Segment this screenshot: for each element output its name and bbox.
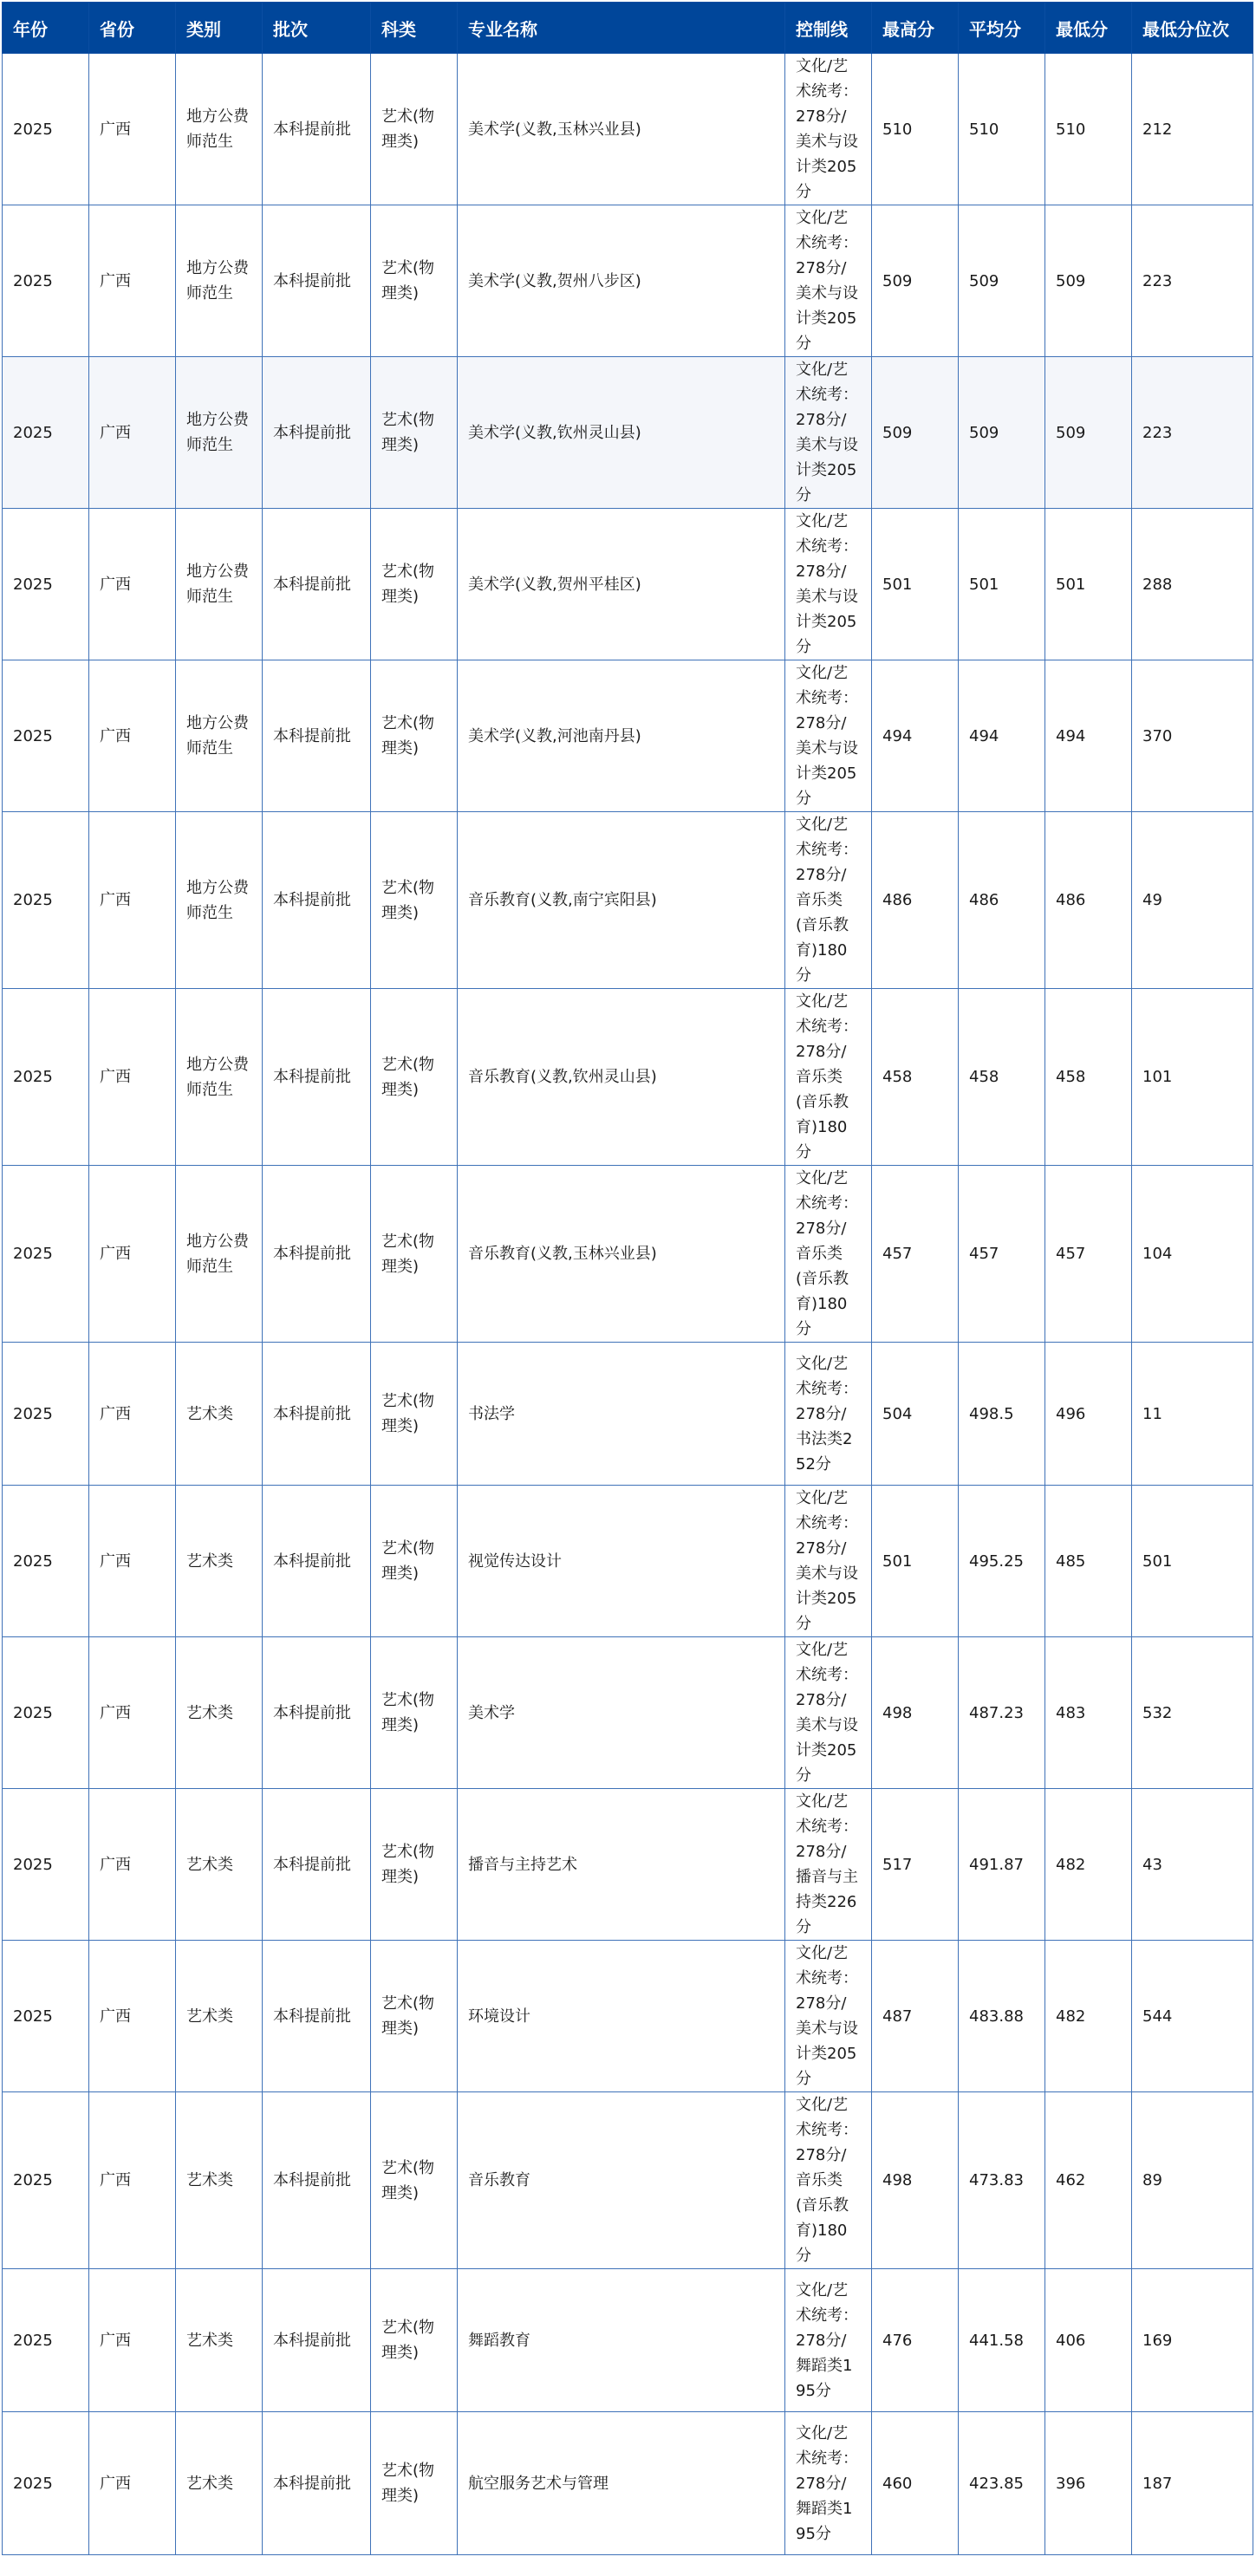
category-cell: 艺术类	[176, 2092, 263, 2269]
year-cell: 2025	[3, 54, 89, 205]
header-min-score: 最低分	[1045, 3, 1132, 54]
category-cell: 艺术类	[176, 2412, 263, 2555]
control-line-cell: 文化/艺术统考：278分/舞蹈类195分	[785, 2269, 872, 2412]
min-score-cell: 406	[1045, 2269, 1132, 2412]
province-cell: 广西	[89, 1941, 176, 2092]
avg-score-cell: 494	[959, 660, 1045, 812]
batch-cell: 本科提前批	[263, 357, 371, 509]
major-name-cell: 美术学	[458, 1637, 785, 1789]
province-cell: 广西	[89, 357, 176, 509]
province-cell: 广西	[89, 1789, 176, 1941]
avg-score-cell: 486	[959, 812, 1045, 989]
subject-type-cell: 艺术(物理类)	[371, 509, 458, 660]
header-row	[3, 3, 1253, 54]
province-cell: 广西	[89, 660, 176, 812]
year-cell: 2025	[3, 1343, 89, 1486]
header-control-line: 控制线	[785, 3, 872, 54]
category-cell: 地方公费师范生	[176, 54, 263, 205]
header-category: 类别	[176, 3, 263, 54]
major-name-cell: 美术学(义教,河池南丹县)	[458, 660, 785, 812]
batch-cell: 本科提前批	[263, 1941, 371, 2092]
category-cell: 地方公费师范生	[176, 205, 263, 357]
category-cell: 地方公费师范生	[176, 989, 263, 1166]
control-line-cell: 文化/艺术统考：278分/美术与设计类205分	[785, 357, 872, 509]
category-cell: 地方公费师范生	[176, 660, 263, 812]
subject-type-cell: 艺术(物理类)	[371, 357, 458, 509]
province-cell: 广西	[89, 2092, 176, 2269]
batch-cell: 本科提前批	[263, 812, 371, 989]
major-name-cell: 视觉传达设计	[458, 1486, 785, 1637]
min-rank-cell: 43	[1132, 1789, 1253, 1941]
table-row	[3, 2269, 1253, 2412]
control-line-cell: 文化/艺术统考：278分/音乐类(音乐教育)180分	[785, 812, 872, 989]
min-rank-cell: 223	[1132, 357, 1253, 509]
control-line-cell: 文化/艺术统考：278分/美术与设计类205分	[785, 54, 872, 205]
min-rank-cell: 89	[1132, 2092, 1253, 2269]
control-line-cell: 文化/艺术统考：278分/美术与设计类205分	[785, 660, 872, 812]
category-cell: 地方公费师范生	[176, 1166, 263, 1343]
control-line-cell: 文化/艺术统考：278分/美术与设计类205分	[785, 1486, 872, 1637]
category-cell: 艺术类	[176, 1789, 263, 1941]
subject-type-cell: 艺术(物理类)	[371, 1343, 458, 1486]
subject-type-cell: 艺术(物理类)	[371, 2269, 458, 2412]
year-cell: 2025	[3, 2412, 89, 2555]
category-cell: 艺术类	[176, 1941, 263, 2092]
province-cell: 广西	[89, 1486, 176, 1637]
province-cell: 广西	[89, 205, 176, 357]
major-name-cell: 美术学(义教,贺州八步区)	[458, 205, 785, 357]
min-score-cell: 486	[1045, 812, 1132, 989]
category-cell: 艺术类	[176, 1343, 263, 1486]
max-score-cell: 498	[872, 2092, 959, 2269]
header-avg-score: 平均分	[959, 3, 1045, 54]
avg-score-cell: 509	[959, 205, 1045, 357]
min-rank-cell: 104	[1132, 1166, 1253, 1343]
major-name-cell: 美术学(义教,贺州平桂区)	[458, 509, 785, 660]
province-cell: 广西	[89, 2269, 176, 2412]
subject-type-cell: 艺术(物理类)	[371, 660, 458, 812]
province-cell: 广西	[89, 1637, 176, 1789]
table-row	[3, 205, 1253, 357]
category-cell: 艺术类	[176, 2269, 263, 2412]
major-name-cell: 音乐教育(义教,南宁宾阳县)	[458, 812, 785, 989]
min-rank-cell: 370	[1132, 660, 1253, 812]
table-row	[3, 1486, 1253, 1637]
min-rank-cell: 212	[1132, 54, 1253, 205]
batch-cell: 本科提前批	[263, 660, 371, 812]
province-cell: 广西	[89, 1166, 176, 1343]
header-province: 省份	[89, 3, 176, 54]
province-cell: 广西	[89, 1343, 176, 1486]
max-score-cell: 504	[872, 1343, 959, 1486]
subject-type-cell: 艺术(物理类)	[371, 54, 458, 205]
max-score-cell: 458	[872, 989, 959, 1166]
max-score-cell: 498	[872, 1637, 959, 1789]
avg-score-cell: 510	[959, 54, 1045, 205]
max-score-cell: 509	[872, 205, 959, 357]
year-cell: 2025	[3, 1486, 89, 1637]
province-cell: 广西	[89, 812, 176, 989]
year-cell: 2025	[3, 660, 89, 812]
province-cell: 广西	[89, 54, 176, 205]
min-score-cell: 496	[1045, 1343, 1132, 1486]
min-rank-cell: 49	[1132, 812, 1253, 989]
major-name-cell: 环境设计	[458, 1941, 785, 2092]
subject-type-cell: 艺术(物理类)	[371, 1789, 458, 1941]
min-score-cell: 462	[1045, 2092, 1132, 2269]
major-name-cell: 美术学(义教,钦州灵山县)	[458, 357, 785, 509]
max-score-cell: 487	[872, 1941, 959, 2092]
subject-type-cell: 艺术(物理类)	[371, 989, 458, 1166]
min-score-cell: 509	[1045, 205, 1132, 357]
table-row	[3, 660, 1253, 812]
batch-cell: 本科提前批	[263, 989, 371, 1166]
subject-type-cell: 艺术(物理类)	[371, 1486, 458, 1637]
header-subject-type: 科类	[371, 3, 458, 54]
control-line-cell: 文化/艺术统考：278分/音乐类(音乐教育)180分	[785, 2092, 872, 2269]
subject-type-cell: 艺术(物理类)	[371, 2092, 458, 2269]
avg-score-cell: 441.58	[959, 2269, 1045, 2412]
min-rank-cell: 544	[1132, 1941, 1253, 2092]
table-row	[3, 1343, 1253, 1486]
min-score-cell: 483	[1045, 1637, 1132, 1789]
admission-scores-table-wrap	[2, 2, 1253, 2555]
min-score-cell: 396	[1045, 2412, 1132, 2555]
year-cell: 2025	[3, 812, 89, 989]
year-cell: 2025	[3, 357, 89, 509]
subject-type-cell: 艺术(物理类)	[371, 1941, 458, 2092]
max-score-cell: 517	[872, 1789, 959, 1941]
batch-cell: 本科提前批	[263, 1789, 371, 1941]
min-rank-cell: 532	[1132, 1637, 1253, 1789]
major-name-cell: 播音与主持艺术	[458, 1789, 785, 1941]
min-rank-cell: 169	[1132, 2269, 1253, 2412]
batch-cell: 本科提前批	[263, 1166, 371, 1343]
min-rank-cell: 11	[1132, 1343, 1253, 1486]
max-score-cell: 476	[872, 2269, 959, 2412]
major-name-cell: 音乐教育(义教,玉林兴业县)	[458, 1166, 785, 1343]
batch-cell: 本科提前批	[263, 2092, 371, 2269]
admission-scores-table	[2, 2, 1253, 2555]
table-row	[3, 2412, 1253, 2555]
subject-type-cell: 艺术(物理类)	[371, 1637, 458, 1789]
control-line-cell: 文化/艺术统考：278分/美术与设计类205分	[785, 509, 872, 660]
batch-cell: 本科提前批	[263, 1343, 371, 1486]
header-major-name: 专业名称	[458, 3, 785, 54]
major-name-cell: 舞蹈教育	[458, 2269, 785, 2412]
max-score-cell: 486	[872, 812, 959, 989]
control-line-cell: 文化/艺术统考：278分/书法类252分	[785, 1343, 872, 1486]
year-cell: 2025	[3, 1166, 89, 1343]
min-score-cell: 482	[1045, 1941, 1132, 2092]
table-row	[3, 357, 1253, 509]
category-cell: 地方公费师范生	[176, 509, 263, 660]
table-header	[3, 3, 1253, 54]
avg-score-cell: 487.23	[959, 1637, 1045, 1789]
header-max-score: 最高分	[872, 3, 959, 54]
max-score-cell: 509	[872, 357, 959, 509]
min-rank-cell: 223	[1132, 205, 1253, 357]
subject-type-cell: 艺术(物理类)	[371, 2412, 458, 2555]
header-year: 年份	[3, 3, 89, 54]
avg-score-cell: 457	[959, 1166, 1045, 1343]
min-score-cell: 482	[1045, 1789, 1132, 1941]
avg-score-cell: 458	[959, 989, 1045, 1166]
table-row	[3, 54, 1253, 205]
max-score-cell: 494	[872, 660, 959, 812]
header-min-rank: 最低分位次	[1132, 3, 1253, 54]
table-row	[3, 509, 1253, 660]
control-line-cell: 文化/艺术统考：278分/音乐类(音乐教育)180分	[785, 989, 872, 1166]
control-line-cell: 文化/艺术统考：278分/音乐类(音乐教育)180分	[785, 1166, 872, 1343]
batch-cell: 本科提前批	[263, 509, 371, 660]
year-cell: 2025	[3, 2092, 89, 2269]
control-line-cell: 文化/艺术统考：278分/美术与设计类205分	[785, 205, 872, 357]
batch-cell: 本科提前批	[263, 2412, 371, 2555]
batch-cell: 本科提前批	[263, 54, 371, 205]
category-cell: 地方公费师范生	[176, 812, 263, 989]
subject-type-cell: 艺术(物理类)	[371, 205, 458, 357]
major-name-cell: 美术学(义教,玉林兴业县)	[458, 54, 785, 205]
min-rank-cell: 187	[1132, 2412, 1253, 2555]
max-score-cell: 457	[872, 1166, 959, 1343]
control-line-cell: 文化/艺术统考：278分/美术与设计类205分	[785, 1941, 872, 2092]
min-rank-cell: 288	[1132, 509, 1253, 660]
min-score-cell: 458	[1045, 989, 1132, 1166]
table-row	[3, 989, 1253, 1166]
year-cell: 2025	[3, 205, 89, 357]
province-cell: 广西	[89, 509, 176, 660]
min-score-cell: 509	[1045, 357, 1132, 509]
year-cell: 2025	[3, 1941, 89, 2092]
major-name-cell: 音乐教育	[458, 2092, 785, 2269]
province-cell: 广西	[89, 2412, 176, 2555]
max-score-cell: 510	[872, 54, 959, 205]
category-cell: 艺术类	[176, 1637, 263, 1789]
avg-score-cell: 423.85	[959, 2412, 1045, 2555]
batch-cell: 本科提前批	[263, 205, 371, 357]
year-cell: 2025	[3, 1789, 89, 1941]
min-score-cell: 485	[1045, 1486, 1132, 1637]
major-name-cell: 航空服务艺术与管理	[458, 2412, 785, 2555]
table-row	[3, 1637, 1253, 1789]
max-score-cell: 460	[872, 2412, 959, 2555]
batch-cell: 本科提前批	[263, 1637, 371, 1789]
province-cell: 广西	[89, 989, 176, 1166]
year-cell: 2025	[3, 1637, 89, 1789]
table-row	[3, 1941, 1253, 2092]
min-rank-cell: 501	[1132, 1486, 1253, 1637]
major-name-cell: 音乐教育(义教,钦州灵山县)	[458, 989, 785, 1166]
max-score-cell: 501	[872, 1486, 959, 1637]
avg-score-cell: 491.87	[959, 1789, 1045, 1941]
table-row	[3, 1789, 1253, 1941]
table-row	[3, 1166, 1253, 1343]
subject-type-cell: 艺术(物理类)	[371, 812, 458, 989]
header-batch: 批次	[263, 3, 371, 54]
min-score-cell: 501	[1045, 509, 1132, 660]
year-cell: 2025	[3, 509, 89, 660]
avg-score-cell: 501	[959, 509, 1045, 660]
control-line-cell: 文化/艺术统考：278分/舞蹈类195分	[785, 2412, 872, 2555]
year-cell: 2025	[3, 989, 89, 1166]
batch-cell: 本科提前批	[263, 1486, 371, 1637]
avg-score-cell: 473.83	[959, 2092, 1045, 2269]
year-cell: 2025	[3, 2269, 89, 2412]
major-name-cell: 书法学	[458, 1343, 785, 1486]
category-cell: 艺术类	[176, 1486, 263, 1637]
avg-score-cell: 483.88	[959, 1941, 1045, 2092]
subject-type-cell: 艺术(物理类)	[371, 1166, 458, 1343]
table-body	[3, 54, 1253, 2555]
table-row	[3, 2092, 1253, 2269]
avg-score-cell: 498.5	[959, 1343, 1045, 1486]
max-score-cell: 501	[872, 509, 959, 660]
batch-cell: 本科提前批	[263, 2269, 371, 2412]
min-rank-cell: 101	[1132, 989, 1253, 1166]
control-line-cell: 文化/艺术统考：278分/播音与主持类226分	[785, 1789, 872, 1941]
min-score-cell: 510	[1045, 54, 1132, 205]
table-row	[3, 812, 1253, 989]
avg-score-cell: 509	[959, 357, 1045, 509]
avg-score-cell: 495.25	[959, 1486, 1045, 1637]
category-cell: 地方公费师范生	[176, 357, 263, 509]
min-score-cell: 494	[1045, 660, 1132, 812]
min-score-cell: 457	[1045, 1166, 1132, 1343]
control-line-cell: 文化/艺术统考：278分/美术与设计类205分	[785, 1637, 872, 1789]
